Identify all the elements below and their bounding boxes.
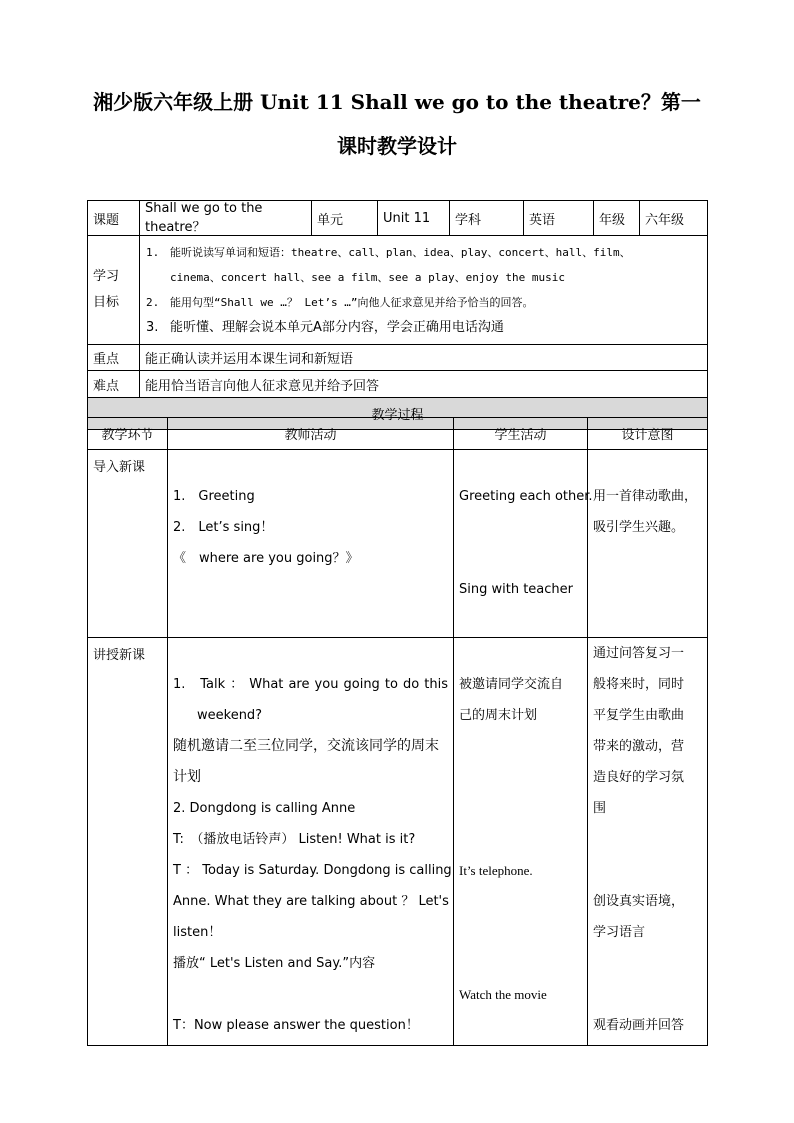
key-point-label: 重点 [88, 345, 140, 371]
unit-label: 单元 [312, 201, 378, 236]
stage-row-intro [88, 450, 708, 638]
student-activity: Greeting each other. Sing with teacher [454, 450, 588, 638]
key-point-text: 能正确认读并运用本课生词和新短语 [140, 345, 708, 371]
page-title: 湘少版六年级上册 Unit 11 Shall we go to the theatre？第一课时教学设计 [93, 90, 701, 158]
goal-item: 2. 能用句型“Shall we …？ Let’s …”向他人征求意见并给予恰当的回答。 [146, 296, 534, 309]
teacher-activity: 1. Greeting 2. Let’s sing！ 《 where are you going？》 [168, 450, 454, 638]
subject-value: 英语 [524, 201, 594, 236]
process-header: 教学过程 [88, 398, 708, 430]
goals-list [140, 236, 708, 345]
design-intent: 通过问答复习一 般将来时，同时 平复学生由歌曲 带来的激动，营 造良好的学习氛 围 创设真实语境， 学习语言 观看动画并回答 [588, 638, 708, 1046]
goal-item: cinema、concert hall、see a film、see a play、enjoy the music [170, 271, 565, 284]
teacher-activity: 1. Talk ： What are you going to do this weekend? 随机邀请二至三位同学，交流该同学的周末 计划 2. Dongdong is calling Anne T: （播放电话铃声） Listen! What is it? T ： Today is Saturday. Dongdong is calling Anne. What they are talking about ？ Let's listen！ 播放“ Let's Listen and Say.”内容 T：Now please answer the question！ [168, 638, 454, 1046]
topic-label: 课题 [88, 201, 140, 236]
key-point-row [88, 345, 708, 371]
grade-label: 年级 [594, 201, 640, 236]
topic-value: Shall we go to the theatre？ [140, 201, 312, 236]
unit-value: Unit 11 [378, 201, 450, 236]
difficulty-row [88, 371, 708, 398]
col-teacher-header: 教师活动 [168, 418, 454, 450]
process-table [87, 417, 708, 1046]
design-intent: 用一首律动歌曲， 吸引学生兴趣。 [588, 450, 708, 638]
info-row [88, 201, 708, 236]
grade-value: 六年级 [640, 201, 708, 236]
subject-label: 学科 [450, 201, 524, 236]
stage-row-new [88, 638, 708, 1046]
stage-name: 讲授新课 [88, 638, 168, 1046]
student-activity: 被邀请同学交流自 己的周末计划 It’s telephone. Watch the movie [454, 638, 588, 1046]
difficulty-text: 能用恰当语言向他人征求意见并给予回答 [140, 371, 708, 398]
goals-label: 学习 目标 [88, 236, 140, 345]
stage-name: 导入新课 [88, 450, 168, 638]
col-intent-header: 设计意图 [588, 418, 708, 450]
process-columns-row [88, 418, 708, 450]
col-stage-header: 教学环节 [88, 418, 168, 450]
lesson-plan-table [87, 200, 708, 430]
col-student-header: 学生活动 [454, 418, 588, 450]
difficulty-label: 难点 [88, 371, 140, 398]
goal-item: 1. 能听说读写单词和短语：theatre、call、plan、idea、play、concert、hall、film、 [146, 246, 631, 259]
goals-row [88, 236, 708, 345]
goal-item: 3. 能听懂、理解会说本单元A部分内容，学会正确用电话沟通 [146, 320, 504, 335]
